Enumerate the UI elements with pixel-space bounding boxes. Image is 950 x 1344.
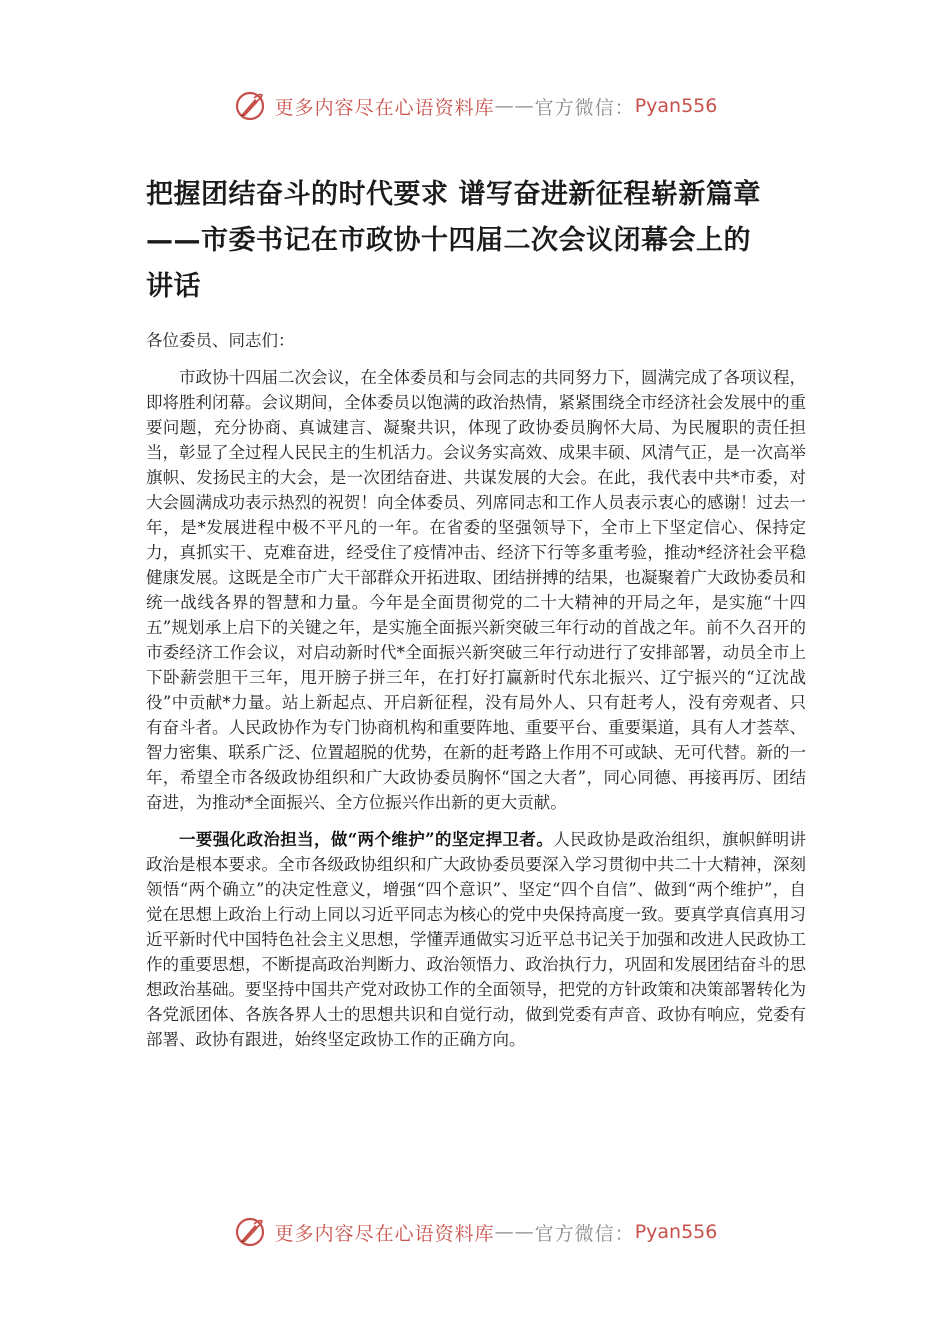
pen-logo-icon <box>233 89 267 123</box>
pen-logo-icon <box>233 1215 267 1249</box>
watermark-wechat-id: Pyan556 <box>634 1221 718 1243</box>
watermark-main-text: 更多内容尽在心语资料库 <box>274 96 495 119</box>
title-line-3: 讲话 <box>146 271 201 302</box>
document-title <box>146 172 806 310</box>
watermark-wechat-id: Pyan556 <box>634 95 718 117</box>
paragraph-2 <box>146 827 806 1052</box>
paragraph-2-body: 人民政协是政治组织，旗帜鲜明讲政治是根本要求。全市各级政协组织和广大政协委员要深入学习贯彻中共二十大精神，深刻领悟“两个确立”的决定性意义，增强“四个意识”、坚定“四个自信”、做到“两个维护”，自觉在思想上政治上行动上同以习近平同志为核心的党中央保持高度一致。要真学真信真用习近平新时代中国特色社会主义思想，学懂弄通做实习近平总书记关于加强和改进人民政协工作的重要思想，不断提高政治判断力、政治领悟力、政治执行力，巩固和发展团结奋斗的思想政治基础。要坚持中国共产党对政协工作的全面领导，把党的方针政策和决策部署转化为各党派团体、各族各界人士的思想共识和自觉行动，做到党委有声音、政协有响应，党委有部署、政协有跟进，始终坚定政协工作的正确方向。 <box>146 830 807 1049</box>
watermark-dash: —— <box>494 95 535 117</box>
title-line-2: ——市委书记在市政协十四届二次会议闭幕会上的 <box>146 225 751 256</box>
header-watermark <box>0 86 950 126</box>
salutation: 各位委员、同志们： <box>146 331 295 350</box>
watermark-official-label: 官方微信： <box>534 1222 635 1245</box>
paragraph-2-lead: 一要强化政治担当，做“两个维护”的坚定捍卫者。 <box>179 830 554 849</box>
watermark-official-label: 官方微信： <box>534 96 635 119</box>
document-body <box>146 172 806 1064</box>
title-line-1: 把握团结奋斗的时代要求 谱写奋进新征程崭新篇章 <box>146 179 761 210</box>
watermark-main-text: 更多内容尽在心语资料库 <box>274 1222 495 1245</box>
watermark-dash: —— <box>494 1221 535 1243</box>
footer-watermark <box>0 1212 950 1252</box>
paragraph-1: 市政协十四届二次会议，在全体委员和与会同志的共同努力下，圆满完成了各项议程，即将胜利闭幕。会议期间，全体委员以饱满的政治热情，紧紧围绕全市经济社会发展中的重要问题，充分协商、真诚建言、凝聚共识，体现了政协委员胸怀大局、为民履职的责任担当，彰显了全过程人民民主的生机活力。会议务实高效、成果丰硕、风清气正，是一次高举旗帜、发扬民主的大会，是一次团结奋进、共谋发展的大会。在此，我代表中共*市委，对大会圆满成功表示热烈的祝贺！向全体委员、列席同志和工作人员表示衷心的感谢！过去一年，是*发展进程中极不平凡的一年。在省委的坚强领导下，全市上下坚定信心、保持定力，真抓实干、克难奋进，经受住了疫情冲击、经济下行等多重考验，推动*经济社会平稳健康发展。这既是全市广大干部群众开拓进取、团结拼搏的结果，也凝聚着广大政协委员和统一战线各界的智慧和力量。今年是全面贯彻党的二十大精神的开局之年，是实施“十四五”规划承上启下的关键之年，是实施全面振兴新突破三年行动的首战之年。前不久召开的市委经济工作会议，对启动新时代*全面振兴新突破三年行动进行了安排部署，动员全市上下卧薪尝胆干三年，甩开膀子拼三年，在打好打赢新时代东北振兴、辽宁振兴的“辽沈战役”中贡献*力量。站上新起点、开启新征程，没有局外人、只有赶考人，没有旁观者、只有奋斗者。人民政协作为专门协商机构和重要阵地、重要平台、重要渠道，具有人才荟萃、智力密集、联系广泛、位置超脱的优势，在新的赶考路上作用不可或缺、无可代替。新的一年，希望全市各级政协组织和广大政协委员胸怀“国之大者”，同心同德、再接再厉、团结奋进，为推动*全面振兴、全方位振兴作出新的更大贡献。 <box>146 368 806 812</box>
